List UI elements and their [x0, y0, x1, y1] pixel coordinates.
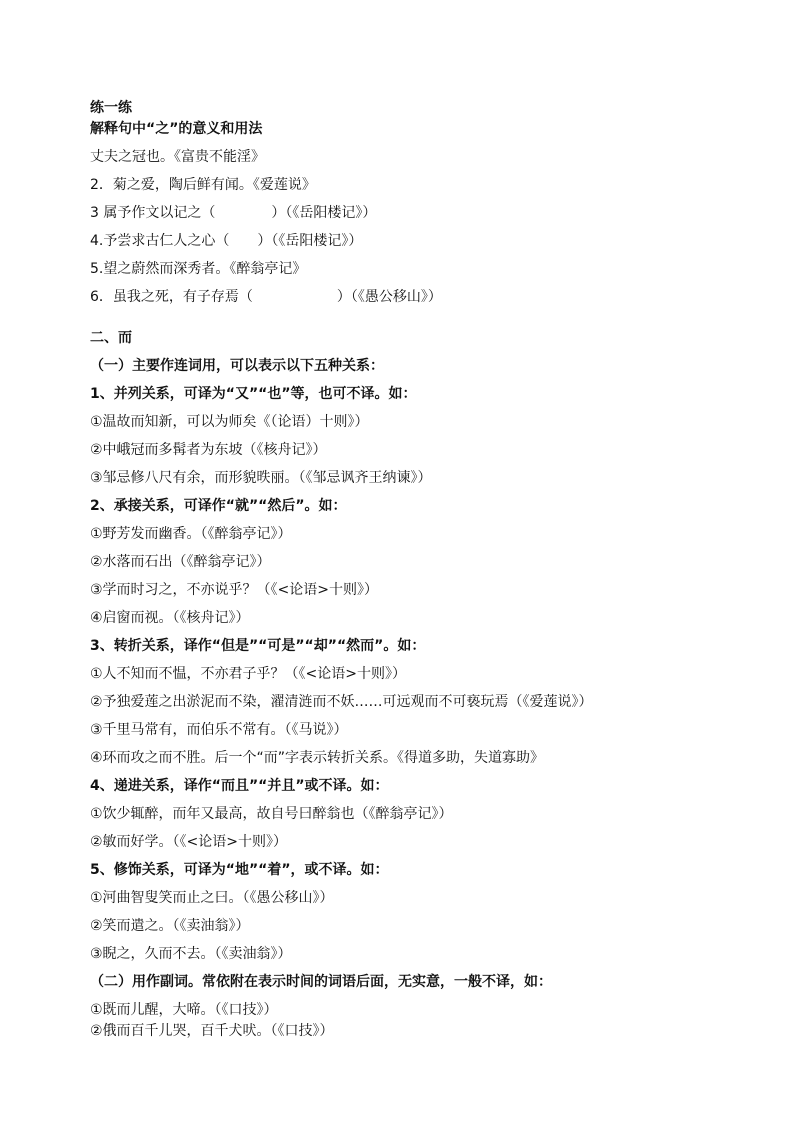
- part1-heading: （一）主要作连词用，可以表示以下五种关系：: [90, 358, 384, 374]
- rel2-item: ③学而时习之，不亦说乎？（《<论语>十则》）: [90, 582, 379, 598]
- zhi-item: 丈夫之冠也。《富贵不能淫》: [90, 149, 265, 165]
- rel2-heading: 2、承接关系，可译作“就”“然后”。如：: [90, 498, 347, 514]
- part2-item: ①既而儿醒，大啼。（《口技》）: [90, 1002, 278, 1018]
- rel1-item: ②中峨冠而多髯者为东坡（《核舟记》）: [90, 442, 327, 458]
- rel5-item: ②笑而遣之。（《卖油翁》）: [90, 918, 250, 934]
- rel4-item: ①饮少辄醉，而年又最高，故自号曰醉翁也（《醉翁亭记》）: [90, 806, 453, 822]
- rel4-item: ②敏而好学。（《<论语>十则》）: [90, 834, 288, 850]
- rel2-item: ①野芳发而幽香。（《醉翁亭记》）: [90, 526, 292, 542]
- rel3-heading: 3、转折关系，译作“但是”“可是”“却”“然而”。如：: [90, 638, 426, 654]
- zhi-item: 3 属予作文以记之（ ）（《岳阳楼记》）: [90, 205, 377, 221]
- rel3-item: ①人不知而不愠，不亦君子乎？（《<论语>十则》）: [90, 666, 407, 682]
- rel1-item: ③邹忌修八尺有余，而形貌昳丽。（《邹忌讽齐王纳谏》）: [90, 470, 432, 486]
- zhi-item: 5.望之蔚然而深秀者。《醉翁亭记》: [90, 261, 307, 277]
- zhi-item: 4.予尝求古仁人之心（ ）（《岳阳楼记》）: [90, 233, 363, 249]
- part2-item: ②俄而百千儿哭，百千犬吠。（《口技》）: [90, 1023, 334, 1039]
- rel3-item: ④环而攻之而不胜。后一个“而”字表示转折关系。《得道多助，失道寡助》: [90, 750, 545, 766]
- rel5-item: ③睨之，久而不去。（《卖油翁》）: [90, 946, 292, 962]
- rel5-item: ①河曲智叟笑而止之曰。（《愚公移山》）: [90, 890, 334, 906]
- rel1-item: ①温故而知新，可以为师矣《（论语）十则》）: [90, 414, 369, 430]
- zhi-item: 2．菊之爱，陶后鲜有闻。《爱莲说》: [90, 177, 316, 193]
- part2-heading: （二）用作副词。常依附在表示时间的词语后面，无实意，一般不译，如：: [90, 974, 552, 990]
- section-heading-er: 二、而: [90, 330, 132, 346]
- doc-subtitle: 解释句中“之”的意义和用法: [90, 121, 263, 137]
- rel3-item: ③千里马常有，而伯乐不常有。（《马说》）: [90, 722, 348, 738]
- rel1-heading: 1、并列关系，可译为“又”“也”等，也可不译。如：: [90, 386, 417, 402]
- doc-title: 练一练: [90, 100, 132, 116]
- rel3-item: ②予独爱莲之出淤泥而不染，濯清涟而不妖……可远观而不可亵玩焉（《爱莲说》）: [90, 694, 593, 710]
- zhi-item: 6．虽我之死，有子存焉（ ）（《愚公移山》）: [90, 289, 442, 305]
- rel4-heading: 4、递进关系，译作“而且”“并且”或不译。如：: [90, 778, 389, 794]
- rel2-item: ②水落而石出（《醉翁亭记》）: [90, 554, 271, 570]
- rel5-heading: 5、修饰关系，可译为“地”“着”，或不译。如：: [90, 862, 389, 878]
- rel2-item: ④启窗而视。（《核舟记》）: [90, 610, 250, 626]
